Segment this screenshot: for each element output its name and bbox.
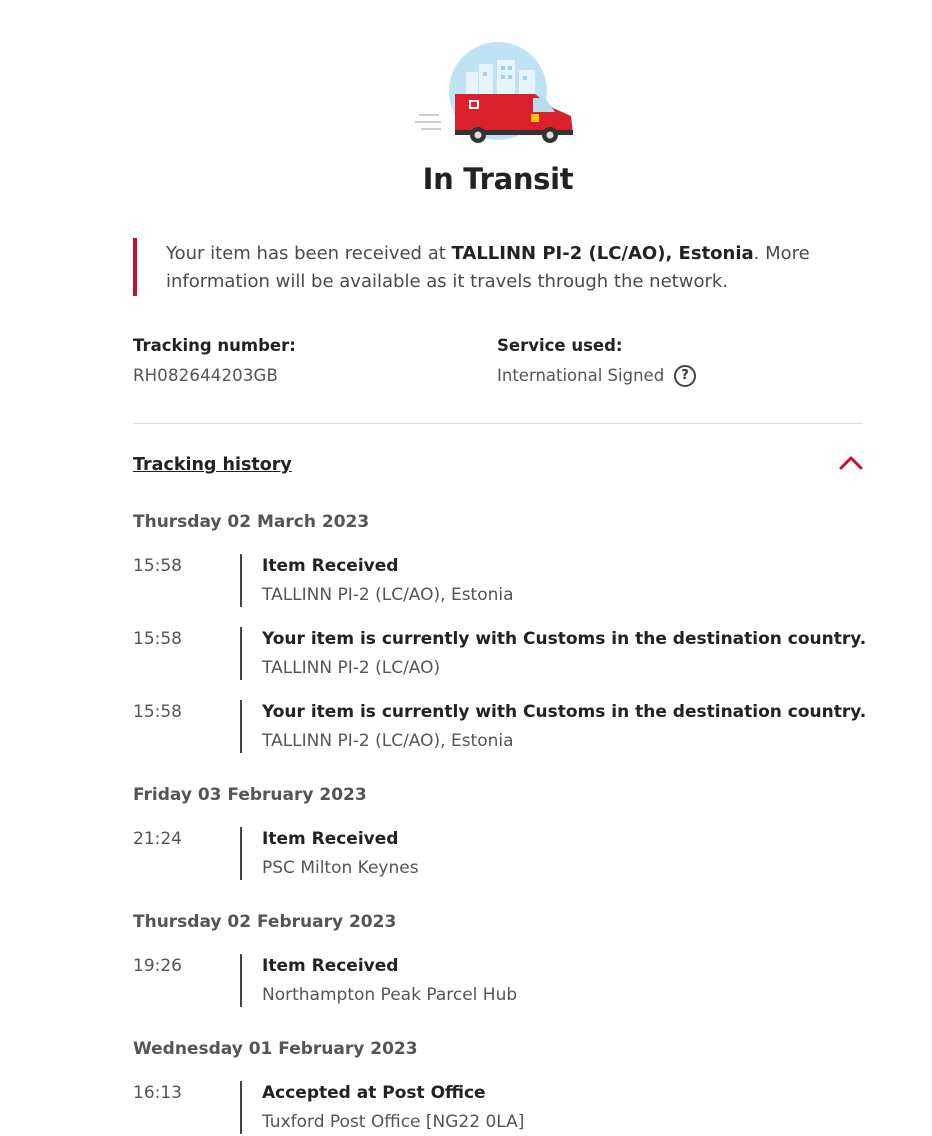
event-title: Item Received <box>262 956 399 976</box>
event-location: Tuxford Post Office [NG22 0LA] <box>262 1112 525 1132</box>
event-time: 21:24 <box>133 829 182 849</box>
delivery-van-icon <box>415 42 577 148</box>
event-location: TALLINN PI-2 (LC/AO), Estonia <box>262 585 514 605</box>
event-timeline-line <box>240 627 242 680</box>
event-location: TALLINN PI-2 (LC/AO) <box>262 658 441 678</box>
section-divider <box>133 423 863 424</box>
event-timeline-line <box>240 700 242 753</box>
help-icon[interactable]: ? <box>674 365 696 387</box>
service-used-label: Service used: <box>497 336 623 355</box>
event-location: TALLINN PI-2 (LC/AO), Estonia <box>262 731 514 751</box>
event-title: Your item is currently with Customs in the destination country. <box>262 629 867 649</box>
event-title: Item Received <box>262 829 399 849</box>
event-timeline-line <box>240 954 242 1007</box>
history-date-heading: Thursday 02 February 2023 <box>133 912 397 932</box>
status-title: In Transit <box>422 162 574 196</box>
event-timeline-line <box>240 1081 242 1134</box>
event-time: 15:58 <box>133 556 182 576</box>
tracking-history-toggle[interactable]: Tracking history <box>133 455 292 475</box>
event-timeline-line <box>240 827 242 880</box>
chevron-up-icon[interactable] <box>838 452 864 472</box>
event-title: Your item is currently with Customs in the destination country. <box>262 702 867 722</box>
history-date-heading: Friday 03 February 2023 <box>133 785 367 805</box>
status-hero <box>0 0 932 210</box>
event-location: Northampton Peak Parcel Hub <box>262 985 518 1005</box>
notice-suffix: . More information will be available as it travels through the network. <box>166 243 810 292</box>
event-time: 19:26 <box>133 956 182 976</box>
service-used-value: International Signed <box>497 366 665 385</box>
tracking-number-value: RH082644203GB <box>133 366 279 385</box>
event-time: 15:58 <box>133 629 182 649</box>
tracking-number-label: Tracking number: <box>133 336 296 355</box>
event-time: 15:58 <box>133 702 182 722</box>
notice-text <box>166 240 866 296</box>
history-date-heading: Wednesday 01 February 2023 <box>133 1039 418 1059</box>
event-title: Accepted at Post Office <box>262 1083 486 1103</box>
status-notice <box>133 238 863 296</box>
event-timeline-line <box>240 554 242 607</box>
event-time: 16:13 <box>133 1083 182 1103</box>
notice-location: TALLINN PI-2 (LC/AO), Estonia <box>451 243 754 264</box>
notice-accent-bar <box>133 238 137 296</box>
history-date-heading: Thursday 02 March 2023 <box>133 512 370 532</box>
notice-prefix: Your item has been received at <box>166 243 452 264</box>
event-title: Item Received <box>262 556 399 576</box>
event-location: PSC Milton Keynes <box>262 858 419 878</box>
